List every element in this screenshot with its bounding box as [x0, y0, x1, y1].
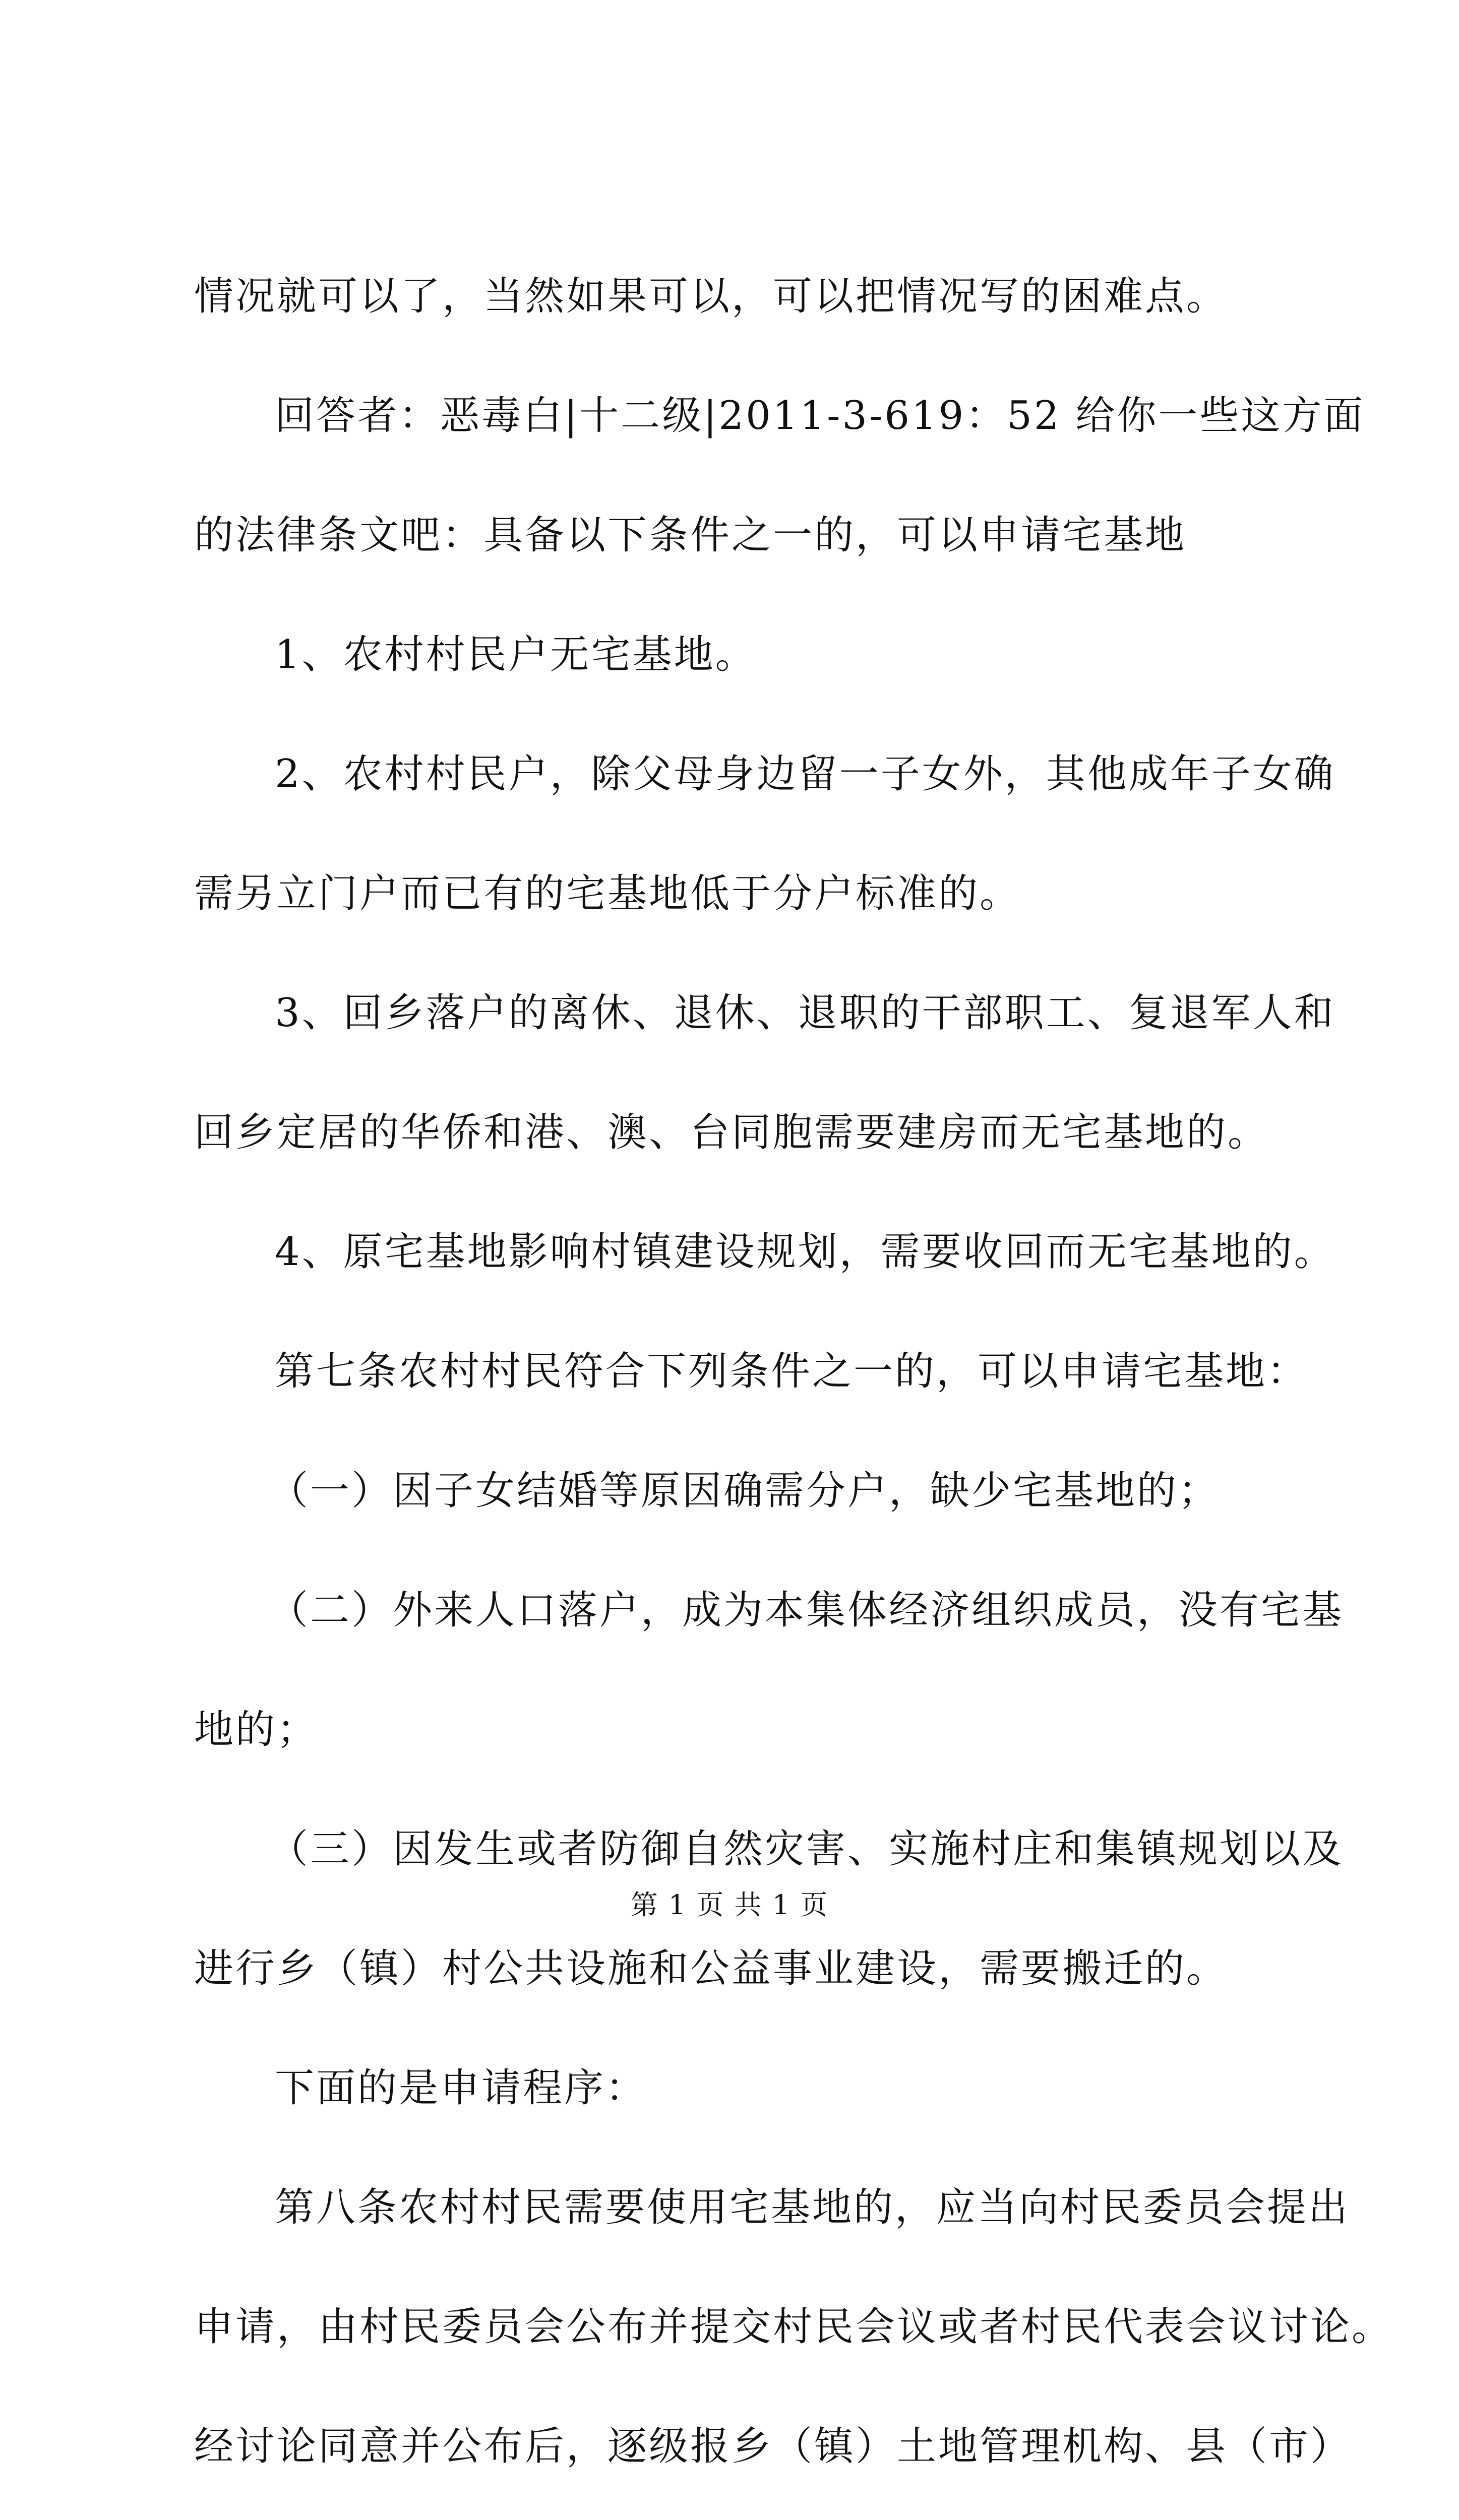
- text-line-6: 需另立门户而已有的宅基地低于分户标准的。: [194, 871, 1021, 916]
- text-line-14: （三）因发生或者防御自然灾害、实施村庄和集镇规划以及: [269, 1826, 1344, 1872]
- text-line-4: 1、农村村民户无宅基地。: [275, 632, 757, 677]
- text-line-20: [194, 2506, 1278, 2520]
- text-line-11: （一）因子女结婚等原因确需分户，缺少宅基地的；: [269, 1468, 1220, 1514]
- text-line-2: 回答者：恶毒白|十二级|2011-3-619：52 给你一些这方面: [275, 393, 1365, 438]
- text-line-12: （二）外来人口落户，成为本集体经济组织成员，没有宅基: [269, 1588, 1344, 1633]
- text-line-19: 经讨论同意并公布后，逐级报乡（镇）土地管理机构、县（市）: [194, 2424, 1352, 2469]
- text-line-16: 下面的是申请程序：: [275, 2065, 647, 2111]
- text-line-5: 2、农村村民户，除父母身边留一子女外，其他成年子女确: [275, 751, 1335, 797]
- text-line-7: 3、回乡落户的离休、退休、退职的干部职工、复退军人和: [275, 990, 1335, 1036]
- text-line-17: 第八条农村村民需要使用宅基地的，应当向村民委员会提出: [275, 2185, 1350, 2230]
- document-body: [194, 237, 1393, 2520]
- text-line-1: 情况就可以了，当然如果可以，可以把情况写的困难点。: [194, 274, 1228, 319]
- text-line-9: 4、原宅基地影响村镇建设规划，需要收回而无宅基地的。: [275, 1229, 1335, 1275]
- text-line-18: 申请，由村民委员会公布并提交村民会议或者村民代表会议讨论。: [194, 2304, 1393, 2350]
- text-line-15: 进行乡（镇）村公共设施和公益事业建设，需要搬迁的。: [194, 1946, 1228, 1991]
- text-line-13: 地的；: [194, 1707, 319, 1752]
- text-line-3: 的法律条文吧：具备以下条件之一的，可以申请宅基地: [194, 513, 1187, 558]
- text-line-10: 第七条农村村民符合下列条件之一的，可以申请宅基地：: [275, 1349, 1309, 1394]
- text-line-8: 回乡定居的华侨和港、澳、台同胞需要建房而无宅基地的。: [194, 1110, 1269, 1155]
- page-number-footer: 第 1 页 共 1 页: [630, 1889, 829, 1921]
